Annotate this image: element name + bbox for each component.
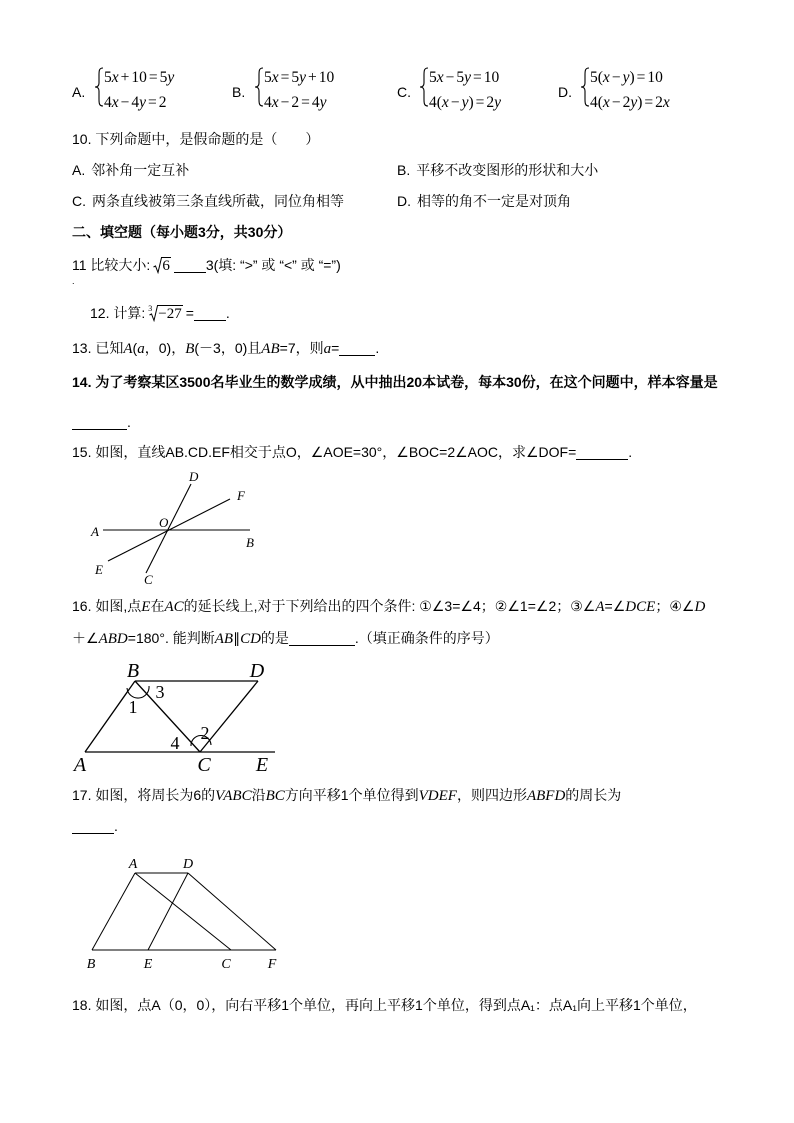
- period: .: [225, 305, 230, 321]
- answer-blank: [339, 341, 375, 356]
- option-label-d: D.: [558, 84, 572, 100]
- option-label: B.: [397, 162, 411, 178]
- question-14-answer-line: [72, 413, 131, 431]
- equals-sign: =: [185, 305, 194, 321]
- q9-option-b: [232, 66, 382, 110]
- label-o: O: [159, 515, 169, 530]
- label-e: E: [95, 562, 103, 577]
- label-a: A: [73, 754, 87, 775]
- line-cd: [146, 484, 191, 573]
- label-f: F: [237, 488, 245, 503]
- q10-stem: 10. 下列命题中，是假命题的是（ ）: [72, 131, 320, 147]
- question-16-line-1: [72, 597, 705, 616]
- label-b: B: [246, 535, 254, 550]
- q12-prefix: 12. 计算:: [90, 305, 146, 321]
- equation-1: 5x + 10 = 5y: [104, 69, 175, 86]
- equation-2: 4x − 2 = 4y: [264, 94, 327, 111]
- question-17-line-1: [72, 786, 621, 805]
- q10-option-a: [72, 161, 189, 179]
- left-brace-icon: [94, 67, 104, 107]
- label-d: D: [249, 660, 265, 682]
- line-ab: [92, 873, 135, 950]
- question-11: [72, 256, 341, 275]
- equation-1: 5x − 5y = 10: [429, 69, 500, 86]
- answer-blank: [174, 258, 206, 273]
- line-bc: [135, 681, 200, 752]
- equation-2: 4(x − 2y) = 2x: [590, 94, 670, 111]
- equation-1: 5x = 5y + 10: [264, 69, 335, 86]
- answer-blank: [289, 631, 355, 646]
- label-c: C: [221, 957, 231, 972]
- option-text: 邻补角一定互补: [91, 162, 190, 178]
- q16-text-1: 16. 如图,点E在AC的延长线上,对于下列给出的四个条件: ①∠3=∠4；②∠1=∠2；③∠A=∠DCE；④∠D: [72, 598, 706, 615]
- angle-label-4: 4: [170, 733, 180, 753]
- label-d: D: [189, 469, 199, 484]
- question-12: [90, 300, 230, 323]
- label-b: B: [86, 957, 96, 972]
- option-text: 相等的角不一定是对顶角: [417, 193, 571, 209]
- question-15: [72, 443, 632, 461]
- radicand: 6: [162, 258, 170, 274]
- q11-suffix: 3(填: “>” 或 “<” 或 “=”): [205, 257, 341, 273]
- section-title-fill-in: 二、填空题（每小题3分，共30分）: [72, 224, 292, 240]
- line-ac: [135, 873, 231, 950]
- option-label-a: A.: [72, 84, 86, 100]
- option-label: D.: [397, 193, 411, 209]
- q9-option-c: [397, 66, 547, 110]
- q16-text-2: ＋∠ABD=180°. 能判断AB∥CD的是: [72, 630, 289, 647]
- q13-text: 13. 已知A(a，0)，B(－3，0)且AB=7，则a=: [72, 340, 340, 357]
- left-brace-icon: [419, 67, 429, 107]
- question-14: 14. 为了考察某区3500名毕业生的数学成绩，从中抽出20本试卷，每本30份，在这个问题中，样本容量是: [72, 374, 718, 390]
- option-label: C.: [72, 193, 86, 209]
- answer-blank: [576, 445, 628, 460]
- option-label-b: B.: [232, 84, 246, 100]
- q9-option-a: [72, 66, 222, 110]
- q10-option-b: [397, 161, 598, 179]
- line-de: [148, 873, 188, 950]
- equation-1: 5(x − y) = 10: [590, 69, 663, 86]
- left-brace-icon: [254, 67, 264, 107]
- label-b: B: [126, 660, 140, 682]
- label-e: E: [255, 754, 269, 775]
- equation-2: 4(x − y) = 2y: [429, 94, 502, 111]
- square-root: [153, 257, 171, 275]
- answer-blank: [72, 819, 114, 834]
- line-df: [188, 873, 276, 950]
- question-17-answer-line: [72, 817, 118, 835]
- label-e: E: [143, 957, 153, 972]
- label-f: F: [267, 957, 277, 972]
- q15-text: 15. 如图，直线AB.CD.EF相交于点O，∠AOE=30°，∠BOC=2∠AOC，求∠DOF=: [72, 444, 577, 460]
- option-text: 两条直线被第三条直线所截，同位角相等: [92, 193, 344, 209]
- option-label-c: C.: [397, 84, 411, 100]
- figure-15-intersecting-lines: [85, 462, 265, 592]
- answer-blank: [72, 415, 127, 430]
- stray-mark: .: [72, 276, 75, 286]
- option-text: 平移不改变图形的形状和大小: [416, 162, 599, 178]
- period: .: [628, 444, 633, 460]
- q9-option-d: [558, 66, 708, 110]
- figure-17-translation: [80, 852, 290, 974]
- left-brace-icon: [580, 67, 590, 107]
- question-13: [72, 339, 379, 358]
- question-16-line-2: [72, 629, 499, 648]
- q10-option-d: [397, 192, 571, 210]
- period: .: [127, 414, 131, 430]
- cube-root: [148, 300, 182, 323]
- root-index: 3: [148, 304, 153, 313]
- angle-label-2: 2: [200, 723, 210, 743]
- answer-blank: [194, 306, 226, 321]
- label-d: D: [182, 857, 194, 872]
- label-a: A: [128, 857, 138, 872]
- radicand: −27: [158, 306, 182, 322]
- option-label: A.: [72, 162, 86, 178]
- angle-label-3: 3: [155, 682, 165, 702]
- q16-end: .（填正确条件的序号）: [354, 630, 499, 646]
- equation-2: 4x − 4y = 2: [104, 94, 167, 111]
- angle-label-1: 1: [128, 697, 138, 717]
- period: .: [375, 340, 380, 356]
- label-c: C: [144, 572, 153, 587]
- label-a: A: [91, 524, 99, 539]
- q11-prefix: 11 比较大小:: [72, 257, 151, 273]
- q10-option-c: [72, 192, 344, 210]
- period: .: [114, 818, 118, 834]
- figure-16-parallel-lines: [70, 655, 285, 775]
- question-18: 18. 如图，点A（0，0），向右平移1个单位，再向上平移1个单位，得到点A₁：点A₁向上平移1个单位，: [72, 997, 697, 1013]
- label-c: C: [197, 754, 211, 775]
- q17-text: 17. 如图，将周长为6的VABC沿BC方向平移1个单位得到VDEF，则四边形ABFD的周长为: [72, 787, 622, 804]
